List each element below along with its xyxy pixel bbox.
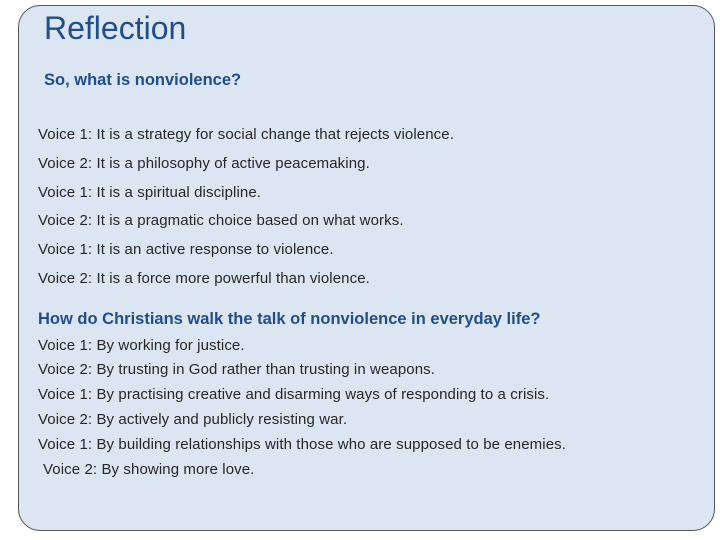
answer-line: Voice 2: It is a pragmatic choice based on what works. <box>38 212 404 229</box>
question-heading-1: So, what is nonviolence? <box>44 71 242 89</box>
answer-line: Voice 2: It is a force more powerful than violence. <box>38 270 370 287</box>
answer-line: Voice 1: By building relationships with those who are supposed to be enemies. <box>38 436 567 453</box>
answer-line: Voice 1: By practising creative and disarming ways of responding to a crisis. <box>38 386 550 403</box>
slide-title: Reflection <box>44 10 187 46</box>
answer-line: Voice 1: It is an active response to violence. <box>38 241 334 258</box>
question-heading-2: How do Christians walk the talk of nonviolence in everyday life? <box>38 310 541 328</box>
answer-line: Voice 1: By working for justice. <box>38 337 245 354</box>
answer-line: Voice 2: By actively and publicly resisting war. <box>38 411 348 428</box>
answer-line: Voice 2: By trusting in God rather than trusting in weapons. <box>38 361 436 378</box>
answer-line: Voice 1: It is a spiritual discipline. <box>38 184 262 201</box>
answer-line: Voice 1: It is a strategy for social change that rejects violence. <box>38 126 454 143</box>
answer-line: Voice 2: By showing more love. <box>43 461 255 478</box>
answer-line: Voice 2: It is a philosophy of active peacemaking. <box>38 155 370 172</box>
